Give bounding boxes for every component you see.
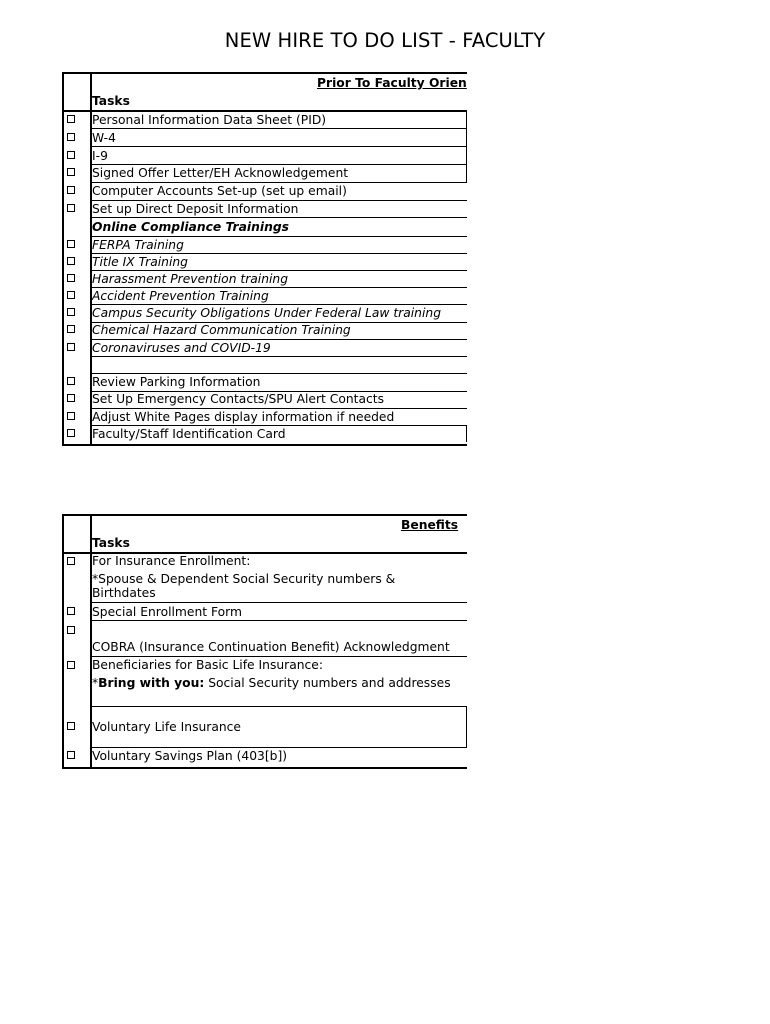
- task-label: Faculty/Staff Identification Card: [92, 427, 286, 441]
- task-detail-line: *Spouse & Dependent Social Security numbers &: [92, 572, 396, 586]
- checkbox[interactable]: [67, 377, 75, 385]
- page-title: NEW HIRE TO DO LIST - FACULTY: [224, 29, 546, 52]
- prior-to-orientation-table: [62, 72, 467, 446]
- checkbox[interactable]: [67, 722, 75, 730]
- task-detail-line: Birthdates: [92, 586, 156, 600]
- checkbox[interactable]: [67, 607, 75, 615]
- checkbox[interactable]: [67, 168, 75, 176]
- task-label: I-9: [92, 149, 108, 163]
- checkbox[interactable]: [67, 115, 75, 123]
- checkbox[interactable]: [67, 186, 75, 194]
- task-label: Beneficiaries for Basic Life Insurance:: [92, 658, 323, 672]
- checkbox[interactable]: [67, 412, 75, 420]
- bring-with-you-label: Bring with you:: [98, 676, 205, 690]
- task-label: Adjust White Pages display information if needed: [92, 410, 395, 424]
- checkbox[interactable]: [67, 751, 75, 759]
- task-label: Computer Accounts Set-up (set up email): [92, 184, 347, 198]
- task-label: COBRA (Insurance Continuation Benefit) Acknowledgment: [92, 640, 450, 654]
- checkbox[interactable]: [67, 257, 75, 265]
- task-label: Chemical Hazard Communication Training: [92, 323, 351, 337]
- checkbox[interactable]: [67, 204, 75, 212]
- checkbox[interactable]: [67, 557, 75, 565]
- checkbox[interactable]: [67, 394, 75, 402]
- task-label: W-4: [92, 131, 116, 145]
- task-label: Voluntary Life Insurance: [92, 720, 241, 734]
- beneficiaries-detail: Social Security numbers and addresses: [204, 676, 451, 690]
- checkbox[interactable]: [67, 429, 75, 437]
- task-detail-line: [92, 676, 467, 690]
- checkbox[interactable]: [67, 343, 75, 351]
- tasks-header: Tasks: [92, 536, 130, 550]
- task-label: Campus Security Obligations Under Federal Law training: [92, 306, 441, 320]
- benefits-table: [62, 514, 467, 769]
- checkbox[interactable]: [67, 274, 75, 282]
- task-label: Harassment Prevention training: [92, 272, 289, 286]
- task-label: Title IX Training: [92, 255, 188, 269]
- checkbox[interactable]: [67, 133, 75, 141]
- online-compliance-heading: Online Compliance Trainings: [92, 220, 289, 234]
- checkbox[interactable]: [67, 308, 75, 316]
- task-label: For Insurance Enrollment:: [92, 554, 251, 568]
- task-label: Special Enrollment Form: [92, 605, 242, 619]
- task-label: Set up Direct Deposit Information: [92, 202, 299, 216]
- checkbox[interactable]: [67, 240, 75, 248]
- tasks-header: Tasks: [92, 94, 130, 108]
- task-label: Coronaviruses and COVID-19: [92, 341, 271, 355]
- asterisk: *: [92, 676, 99, 690]
- checkbox[interactable]: [67, 626, 75, 634]
- task-label: Set Up Emergency Contacts/SPU Alert Contacts: [92, 392, 385, 406]
- task-label: Voluntary Savings Plan (403[b]): [92, 749, 288, 763]
- checkbox[interactable]: [67, 291, 75, 299]
- task-label: Review Parking Information: [92, 375, 261, 389]
- checkbox[interactable]: [67, 325, 75, 333]
- task-label: Personal Information Data Sheet (PID): [92, 113, 327, 127]
- task-label: Signed Offer Letter/EH Acknowledgement: [92, 166, 349, 180]
- section-title-prior: Prior To Faculty Orien: [317, 76, 467, 90]
- checkbox[interactable]: [67, 661, 75, 669]
- task-label: Accident Prevention Training: [92, 289, 269, 303]
- section-title-benefits: Benefits: [401, 518, 459, 532]
- checkbox[interactable]: [67, 151, 75, 159]
- task-label: FERPA Training: [92, 238, 184, 252]
